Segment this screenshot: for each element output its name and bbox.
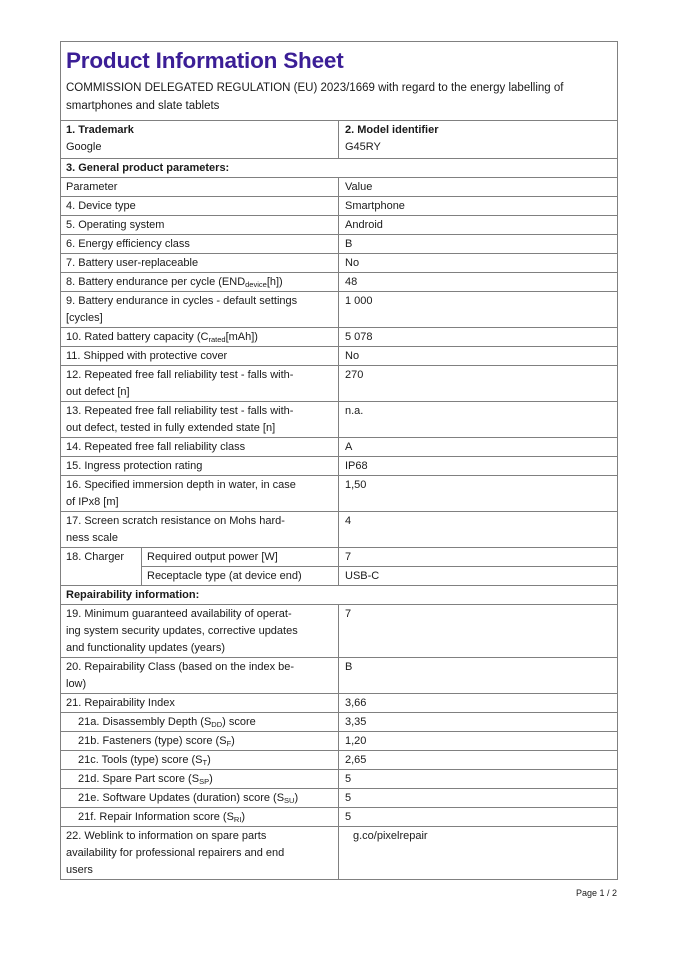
- param-cell: [61, 476, 339, 511]
- column-header-value: Value: [345, 181, 373, 193]
- param-subscript: SU: [284, 796, 295, 805]
- param-line: 9. Battery endurance in cycles - default settings: [66, 295, 298, 307]
- param-subscript: rated: [208, 335, 226, 344]
- model-value: G45RY: [345, 141, 381, 153]
- row-16-immersion-depth: [61, 476, 617, 512]
- charger-cell: 18. Charger: [61, 548, 142, 585]
- param-cell: Required output power [W]: [142, 548, 339, 566]
- param-line: ing system security updates, corrective updates: [66, 625, 298, 637]
- param-cell: [61, 770, 339, 788]
- param-line: users: [66, 864, 93, 876]
- charger-subrow-receptacle: [142, 567, 617, 585]
- param-cell: [61, 328, 339, 346]
- row-6-energy-efficiency-class: [61, 235, 617, 254]
- param-text-pre: 8. Battery endurance per cycle (END: [66, 276, 246, 288]
- param-line: availability for professional repairers and end: [66, 847, 285, 859]
- param-subscript: device: [245, 280, 267, 289]
- value-cell: n.a.: [345, 405, 364, 417]
- param-line: ness scale: [66, 532, 118, 544]
- param-cell: [61, 366, 339, 401]
- row-13-free-fall-test-extended: [61, 402, 617, 438]
- param-cell: 5. Operating system: [61, 216, 339, 234]
- param-cell: 21. Repairability Index: [61, 694, 339, 712]
- value-cell: 48: [345, 276, 358, 288]
- param-text-pre: 21e. Software Updates (duration) score (S: [78, 792, 285, 804]
- value-cell: 5: [345, 811, 352, 823]
- param-line: low): [66, 678, 87, 690]
- value-cell: 270: [345, 369, 364, 381]
- row-7-battery-user-replaceable: [61, 254, 617, 273]
- product-information-sheet: [60, 41, 618, 880]
- param-text-post: ): [209, 773, 213, 785]
- param-text-post: ): [231, 735, 235, 747]
- value-cell: 5 078: [345, 331, 373, 343]
- charger-subtable: [142, 548, 617, 585]
- value-cell: 7: [345, 551, 352, 563]
- value-cell: 4: [345, 515, 352, 527]
- param-text-pre: 21a. Disassembly Depth (S: [78, 716, 212, 728]
- value-cell: 3,66: [345, 697, 367, 709]
- row-14-free-fall-class: [61, 438, 617, 457]
- param-subscript: RI: [233, 815, 242, 824]
- param-line: 17. Screen scratch resistance on Mohs hard-: [66, 515, 285, 527]
- param-cell: 15. Ingress protection rating: [61, 457, 339, 475]
- param-cell: [61, 512, 339, 547]
- param-line: out defect, tested in fully extended state [n]: [66, 422, 276, 434]
- row-4-device-type: [61, 197, 617, 216]
- param-line: 12. Repeated free fall reliability test - falls with-: [66, 369, 294, 381]
- param-text-post: [h]): [266, 276, 283, 288]
- param-text-pre: 21d. Spare Part score (S: [78, 773, 200, 785]
- row-21e-software-updates: [61, 789, 617, 808]
- param-cell: [61, 605, 339, 657]
- param-cell: 11. Shipped with protective cover: [61, 347, 339, 365]
- section-header-repairability-label: Repairability information:: [66, 589, 200, 601]
- row-21a-disassembly-depth: [61, 713, 617, 732]
- value-cell: 2,65: [345, 754, 367, 766]
- row-21-repairability-index: [61, 694, 617, 713]
- param-cell: [61, 292, 339, 327]
- row-21b-fasteners: [61, 732, 617, 751]
- param-line: 16. Specified immersion depth in water, in case: [66, 479, 296, 491]
- row-9-battery-endurance-in-cycles: [61, 292, 617, 328]
- param-line: 13. Repeated free fall reliability test - falls with-: [66, 405, 294, 417]
- param-cell: [61, 827, 339, 879]
- regulation-subtitle: [66, 79, 609, 115]
- row-21f-repair-information: [61, 808, 617, 827]
- param-cell: 7. Battery user-replaceable: [61, 254, 339, 272]
- param-text-post: ): [294, 792, 299, 804]
- param-subscript: T: [202, 758, 208, 767]
- value-cell: IP68: [345, 460, 368, 472]
- param-line: 22. Weblink to information on spare parts: [66, 830, 267, 842]
- section-header-general: [61, 159, 617, 178]
- row-trademark-model: [61, 121, 617, 159]
- value-cell: No: [345, 257, 360, 269]
- value-cell: Android: [345, 219, 383, 231]
- title-block: [61, 42, 617, 121]
- param-text-post: [mAh]): [225, 331, 258, 343]
- param-cell: [61, 273, 339, 291]
- param-line: out defect [n]: [66, 386, 130, 398]
- param-text-post: ): [241, 811, 246, 823]
- param-cell: 14. Repeated free fall reliability class: [61, 438, 339, 456]
- row-17-scratch-resistance: [61, 512, 617, 548]
- row-19-update-availability: [61, 605, 617, 658]
- value-cell: B: [345, 661, 353, 673]
- value-cell: 5: [345, 773, 352, 785]
- column-header-parameter: Parameter: [61, 178, 339, 196]
- row-20-repairability-class: [61, 658, 617, 694]
- param-line: 19. Minimum guaranteed availability of operat-: [66, 608, 292, 620]
- param-cell: [61, 402, 339, 437]
- section-header-general-label: 3. General product parameters:: [66, 162, 230, 174]
- trademark-cell: [61, 121, 339, 158]
- param-cell: [61, 751, 339, 769]
- page-number: Page 1 / 2: [575, 888, 617, 898]
- charger-subrow-power: [142, 548, 617, 567]
- param-line: [cycles]: [66, 312, 103, 324]
- value-cell: A: [345, 441, 353, 453]
- param-text-post: ): [207, 754, 211, 766]
- value-cell: 5: [345, 792, 352, 804]
- param-subscript: F: [226, 739, 232, 748]
- model-cell: [339, 121, 617, 158]
- page-title: Product Information Sheet: [66, 48, 344, 73]
- section-header-repairability: [61, 586, 617, 605]
- param-text-pre: 21f. Repair Information score (S: [78, 811, 234, 823]
- trademark-label: 1. Trademark: [66, 124, 134, 136]
- param-cell: [61, 713, 339, 731]
- value-cell: g.co/pixelrepair: [353, 830, 428, 842]
- param-subscript: DD: [211, 720, 223, 729]
- value-cell: 1 000: [345, 295, 373, 307]
- value-cell: 1,50: [345, 479, 367, 491]
- regulation-subtitle-line1: COMMISSION DELEGATED REGULATION (EU) 2023/1669 with regard to the energy labelling of: [66, 82, 564, 94]
- value-cell: 7: [345, 608, 352, 620]
- regulation-subtitle-line2: smartphones and slate tablets: [66, 100, 220, 112]
- value-cell: USB-C: [345, 570, 380, 582]
- row-11-protective-cover: [61, 347, 617, 366]
- row-10-rated-battery-capacity: [61, 328, 617, 347]
- param-line: and functionality updates (years): [66, 642, 225, 654]
- row-18-charger: [61, 548, 617, 586]
- param-text-pre: 21b. Fasteners (type) score (S: [78, 735, 227, 747]
- row-21d-spare-part: [61, 770, 617, 789]
- row-8-battery-endurance-per-cycle: [61, 273, 617, 292]
- param-cell: [61, 658, 339, 693]
- row-column-headers: [61, 178, 617, 197]
- param-subscript: SP: [199, 777, 210, 786]
- model-label: 2. Model identifier: [345, 124, 439, 136]
- value-cell: No: [345, 350, 360, 362]
- value-cell: Smartphone: [345, 200, 405, 212]
- param-cell: 4. Device type: [61, 197, 339, 215]
- param-cell: Receptacle type (at device end): [142, 567, 339, 585]
- param-text-pre: 21c. Tools (type) score (S: [78, 754, 203, 766]
- row-22-weblink: [61, 827, 617, 879]
- trademark-value: Google: [66, 141, 102, 153]
- param-text-pre: 10. Rated battery capacity (C: [66, 331, 209, 343]
- value-cell: 3,35: [345, 716, 367, 728]
- row-5-operating-system: [61, 216, 617, 235]
- param-text-post: ) score: [222, 716, 256, 728]
- param-line: 20. Repairability Class (based on the index be-: [66, 661, 295, 673]
- row-12-free-fall-test: [61, 366, 617, 402]
- param-cell: 6. Energy efficiency class: [61, 235, 339, 253]
- value-cell: B: [345, 238, 353, 250]
- param-cell: [61, 808, 339, 826]
- value-cell: 1,20: [345, 735, 367, 747]
- row-15-ingress-protection: [61, 457, 617, 476]
- param-line: of IPx8 [m]: [66, 496, 119, 508]
- param-cell: [61, 732, 339, 750]
- param-cell: [61, 789, 339, 807]
- row-21c-tools: [61, 751, 617, 770]
